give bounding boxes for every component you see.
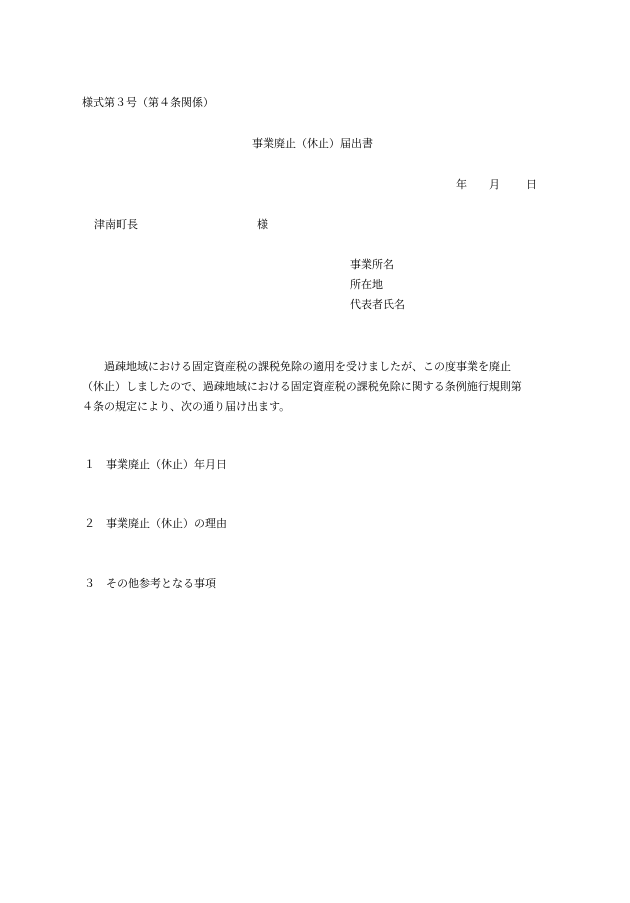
address-label: 所在地 [350, 278, 383, 291]
date-month-label: 月 [489, 178, 500, 191]
list-item [84, 459, 227, 470]
representative-label: 代表者氏名 [350, 298, 405, 311]
body-line-1: 過疎地域における固定資産税の課税免除の適用を受けましたが、この度事業を廃止 [104, 360, 511, 373]
body-line-2: （休止）しましたので、過疎地域における固定資産税の課税免除に関する条例施行規則第 [82, 380, 522, 393]
item-number: ３ [84, 577, 95, 590]
addressee-honorific: 様 [257, 218, 268, 231]
office-name-label: 事業所名 [350, 258, 394, 271]
list-item [84, 518, 227, 529]
item-number: １ [84, 458, 95, 471]
body-paragraph [82, 357, 552, 417]
item-label: 事業廃止（休止）年月日 [106, 458, 227, 471]
item-label: その他参考となる事項 [106, 577, 216, 590]
item-number: ２ [84, 517, 95, 530]
sender-block [350, 259, 405, 319]
addressee-name: 津南町長 [94, 218, 138, 231]
document-title: 事業廃止（休止）届出書 [252, 137, 373, 150]
body-line-3: ４条の規定により、次の通り届け出ます。 [82, 400, 291, 413]
item-label: 事業廃止（休止）の理由 [106, 517, 227, 530]
form-number: 様式第３号（第４条関係） [82, 96, 214, 109]
date-day-label: 日 [526, 178, 537, 191]
list-item [84, 578, 216, 589]
date-year-label: 年 [456, 178, 467, 191]
